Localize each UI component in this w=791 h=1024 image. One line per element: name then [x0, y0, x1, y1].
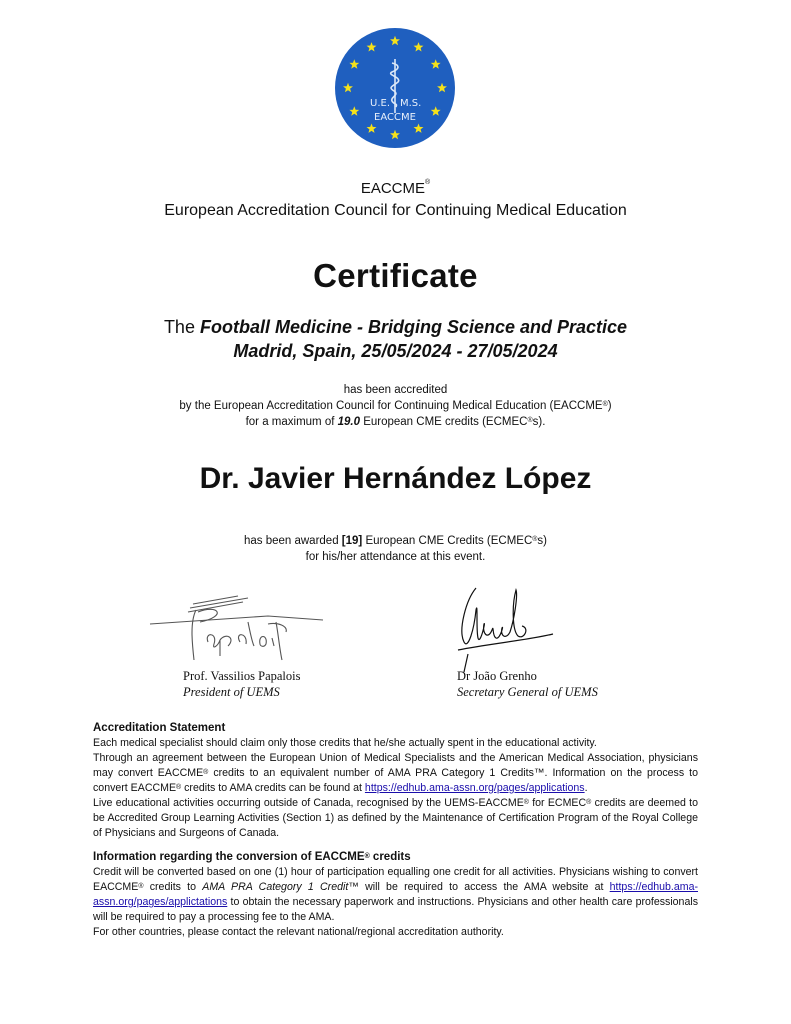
accreditation-statement-paragraph-3 — [93, 796, 698, 841]
text-fragment: Credit will be converted based on one (1) hour of participation equalling one credit for all activities. Physicians wishing to convert EACCME — [93, 866, 698, 893]
award-line-1 — [0, 533, 791, 549]
ama-website-link[interactable]: https://edhub.ama-assn.org/pages/applictations — [93, 881, 698, 908]
conversion-info-paragraph-2: For other countries, please contact the relevant national/regional accreditation authority. — [93, 926, 504, 938]
award-prefix: has been awarded — [243, 535, 342, 547]
accreditation-statement-section — [93, 721, 698, 841]
registered-mark: ® — [586, 799, 592, 806]
certificate-title: Certificate — [313, 257, 478, 294]
logo-text-uems-left: U.E. — [370, 98, 390, 109]
registered-mark: ® — [364, 853, 370, 860]
accreditation-line-3 — [0, 414, 791, 430]
registered-mark: ® — [176, 784, 182, 791]
recipient-name: Dr. Javier Hernández López — [199, 462, 592, 495]
registered-mark: ® — [532, 536, 538, 543]
accreditation-line-1: has been accredited — [343, 384, 448, 396]
signatory-name: Prof. Vassilios Papalois — [183, 669, 301, 683]
signatory-president — [183, 668, 301, 700]
uems-eaccme-logo — [334, 27, 456, 149]
ama-applications-link[interactable]: https://edhub.ama-assn.org/pages/applications — [364, 782, 585, 794]
accreditation-statement-paragraph-1: Each medical specialist should claim only those credits that he/she actually spent in the educational activity. — [93, 737, 597, 749]
signatory-name: Dr João Grenho — [457, 669, 537, 683]
text-fragment: Live educational activities occurring outside of Canada, recognised by the UEMS-EACCME — [93, 797, 524, 809]
event-name: Football Medicine - Bridging Science and Practice — [199, 317, 628, 337]
heading-fragment: credits — [369, 851, 411, 863]
signature-papalois-image — [148, 582, 328, 662]
awarded-credits-value: [19] — [341, 535, 363, 547]
logo-text-eaccme: EACCME — [374, 112, 416, 123]
signatory-secretary-general — [457, 668, 598, 700]
registered-mark: ® — [602, 401, 608, 408]
signature-grenho-image — [448, 580, 578, 672]
accreditation-line-2-text: by the European Accreditation Council for Continuing Medical Education (EACCME — [179, 400, 603, 412]
text-fragment: will be required to access the AMA website at — [358, 881, 610, 893]
registered-mark: ® — [425, 179, 431, 186]
text-fragment: Through an agreement between the European Union of Medical Specialists and the American Medical Association, physicians may convert EACCME — [93, 752, 698, 779]
signatory-role: Secretary General of UEMS — [457, 685, 598, 699]
accreditation-text — [0, 382, 791, 430]
heading-fragment: Information regarding the conversion of EACCME — [93, 851, 365, 863]
text-fragment: credits are deemed to be Accredited Group Learning Activities (Section 1) as defined by the Maintenance of Certification Program of the Royal College of Physicians and Surgeons of Canada. — [93, 797, 699, 839]
accreditation-statement-heading: Accreditation Statement — [93, 722, 226, 734]
accreditation-line-3-end: s). — [532, 416, 546, 428]
org-short-text: EACCME — [360, 180, 425, 197]
event-location-dates: Madrid, Spain, 25/05/2024 - 27/05/2024 — [233, 341, 558, 361]
logo-text-uems-right: M.S. — [400, 98, 422, 109]
award-text — [0, 533, 791, 565]
text-fragment: to obtain the necessary paperwork and instructions. Physicians and other health care professionals will be required to pay a processing fee to the AMA. — [93, 896, 698, 923]
org-short-name — [0, 180, 791, 197]
registered-mark: ® — [523, 799, 529, 806]
conversion-info-paragraph-1 — [93, 865, 698, 925]
event-prefix: The — [163, 317, 200, 337]
accreditation-line-2-end: ) — [607, 400, 612, 412]
conversion-info-heading — [93, 850, 698, 865]
award-line-2: for his/her attendance at this event. — [305, 551, 486, 563]
award-middle: European CME Credits (ECMEC — [362, 535, 533, 547]
award-end: s) — [537, 535, 548, 547]
registered-mark: ® — [138, 883, 144, 890]
accreditation-line-2 — [0, 398, 791, 414]
accreditation-statement-paragraph-2 — [93, 751, 698, 796]
registered-mark: ® — [527, 417, 533, 424]
max-credits-value: 19.0 — [337, 416, 360, 428]
text-fragment: . — [584, 782, 588, 794]
text-fragment: credits to — [143, 881, 203, 893]
accreditation-line-3-middle: European CME credits (ECMEC — [360, 416, 528, 428]
signatory-role: President of UEMS — [183, 685, 280, 699]
org-full-name: European Accreditation Council for Continuing Medical Education — [164, 202, 627, 219]
event-name-line — [0, 317, 791, 338]
conversion-info-section — [93, 850, 698, 940]
registered-mark: ® — [203, 769, 209, 776]
text-fragment: credits to AMA credits can be found at — [181, 782, 365, 794]
accreditation-line-3-prefix: for a maximum of — [245, 416, 338, 428]
text-fragment: for ECMEC — [528, 797, 587, 809]
ama-credit-name: AMA PRA Category 1 Credit™ — [202, 881, 359, 893]
text-fragment: credits to an equivalent number of AMA PRA Category 1 Credits™. Information on the process to convert EACCME — [93, 767, 698, 794]
